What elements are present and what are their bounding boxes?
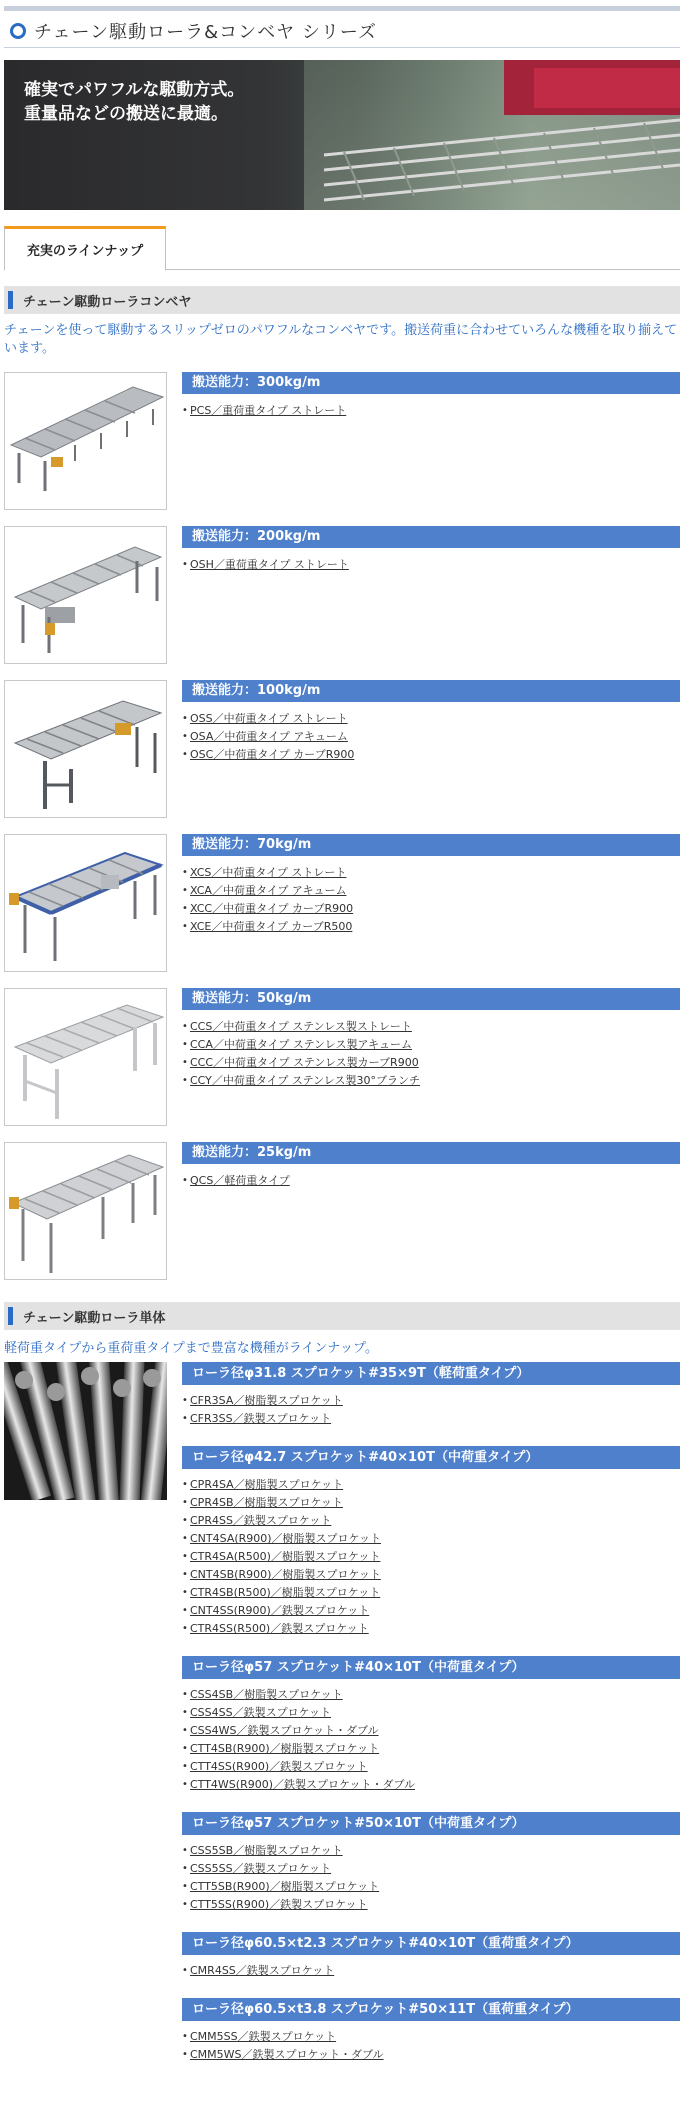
roller-intro: 軽荷重タイプから重荷重タイプまで豊富な機種がラインナップ。 [4, 1341, 379, 1356]
list-item [182, 1722, 680, 1740]
list-item [182, 1018, 680, 1036]
product-row [4, 834, 680, 974]
product-link-list [182, 1018, 680, 1090]
list-item [182, 728, 680, 746]
roller-link[interactable]: CFR3SA／樹脂製スプロケット [190, 1394, 343, 1407]
roller-spec-header: ローラ径φ60.5×t2.3 スプロケット#40×10T（重荷重タイプ） [182, 1932, 680, 1955]
roller-link[interactable]: CTT4WS(R900)／鉄製スプロケット・ダブル [190, 1778, 416, 1791]
list-item [182, 1758, 680, 1776]
product-link[interactable]: OSS／中荷重タイプ ストレート [190, 712, 348, 725]
roller-spec-header: ローラ径φ31.8 スプロケット#35×9T（軽荷重タイプ） [182, 1362, 680, 1385]
circle-bullet-icon [10, 23, 26, 39]
roller-link[interactable]: CMM5WS／鉄製スプロケット・ダブル [190, 2048, 384, 2061]
product-link[interactable]: XCE／中荷重タイプ カーブR500 [190, 920, 353, 933]
tab-bar [4, 226, 680, 270]
list-item [182, 1860, 680, 1878]
list-item [182, 1566, 680, 1584]
product-photo[interactable] [4, 988, 167, 1126]
list-item [182, 1548, 680, 1566]
roller-photo [4, 1362, 167, 1500]
list-item [182, 1962, 680, 1980]
roller-link[interactable]: CFR3SS／鉄製スプロケット [190, 1412, 332, 1425]
list-item [182, 1686, 680, 1704]
capacity-header: 搬送能力：200kg/m [182, 526, 680, 548]
product-row [4, 988, 680, 1128]
roller-link[interactable]: CMM5SS／鉄製スプロケット [190, 2030, 337, 2043]
product-link[interactable]: CCS／中荷重タイプ ステンレス製ストレート [190, 1020, 412, 1033]
page-title-text: チェーン駆動ローラ&コンベヤ シリーズ [34, 21, 377, 43]
roller-link[interactable]: CPR4SS／鉄製スプロケット [190, 1514, 332, 1527]
product-row [4, 1142, 680, 1282]
hero-banner [4, 60, 680, 210]
product-photo[interactable] [4, 834, 167, 972]
product-link[interactable]: OSA／中荷重タイプ アキューム [190, 730, 348, 743]
section-title: チェーン駆動ローラコンベヤ [23, 294, 192, 310]
product-link[interactable]: OSH／重荷重タイプ ストレート [190, 558, 349, 571]
capacity-header: 搬送能力：50kg/m [182, 988, 680, 1010]
list-item [182, 1392, 680, 1410]
list-item [182, 900, 680, 918]
product-link[interactable]: PCS／重荷重タイプ ストレート [190, 404, 347, 417]
product-link[interactable]: CCA／中荷重タイプ ステンレス製アキューム [190, 1038, 413, 1051]
list-item [182, 1584, 680, 1602]
product-link[interactable]: XCC／中荷重タイプ カーブR900 [190, 902, 354, 915]
roller-link[interactable]: CSS5SS／鉄製スプロケット [190, 1862, 332, 1875]
page-title [4, 14, 680, 48]
list-item [182, 1602, 680, 1620]
list-item [182, 918, 680, 936]
section-header-rollers [4, 1302, 680, 1330]
roller-link[interactable]: CPR4SA／樹脂製スプロケット [190, 1478, 344, 1491]
list-item [182, 1410, 680, 1428]
tab-lineup[interactable]: 充実のラインナップ [4, 226, 166, 271]
product-link[interactable]: QCS／軽荷重タイプ [190, 1174, 290, 1187]
product-photo[interactable] [4, 526, 167, 664]
hero-line-1: 確実でパワフルな駆動方式。 [24, 80, 245, 100]
product-link-list [182, 864, 680, 936]
roller-spec-header: ローラ径φ57 スプロケット#40×10T（中荷重タイプ） [182, 1656, 680, 1679]
list-item [182, 1512, 680, 1530]
product-row [4, 680, 680, 820]
list-item [182, 882, 680, 900]
roller-link[interactable]: CSS4SB／樹脂製スプロケット [190, 1688, 343, 1701]
list-item [182, 1036, 680, 1054]
roller-link[interactable]: CSS4WS／鉄製スプロケット・ダブル [190, 1724, 379, 1737]
list-item [182, 1620, 680, 1638]
list-item [182, 864, 680, 882]
roller-spec-list [182, 2028, 680, 2064]
product-photo[interactable] [4, 680, 167, 818]
roller-link[interactable]: CTR4SS(R500)／鉄製スプロケット [190, 1622, 369, 1635]
roller-link[interactable]: CNT4SS(R900)／鉄製スプロケット [190, 1604, 370, 1617]
product-row [4, 372, 680, 512]
capacity-header: 搬送能力：25kg/m [182, 1142, 680, 1164]
roller-link[interactable]: CTT4SB(R900)／樹脂製スプロケット [190, 1742, 380, 1755]
product-photo[interactable] [4, 1142, 167, 1280]
roller-link[interactable]: CNT4SA(R900)／樹脂製スプロケット [190, 1532, 382, 1545]
roller-link[interactable]: CTR4SA(R500)／樹脂製スプロケット [190, 1550, 381, 1563]
roller-link[interactable]: CSS5SB／樹脂製スプロケット [190, 1844, 343, 1857]
title-top-rule [4, 6, 680, 11]
roller-link[interactable]: CTT5SB(R900)／樹脂製スプロケット [190, 1880, 380, 1893]
roller-spec-list [182, 1476, 680, 1638]
list-item [182, 1054, 680, 1072]
roller-link[interactable]: CMR4SS／鉄製スプロケット [190, 1964, 335, 1977]
product-photo[interactable] [4, 372, 167, 510]
roller-spec-header: ローラ径φ57 スプロケット#50×10T（中荷重タイプ） [182, 1812, 680, 1835]
list-item [182, 1776, 680, 1794]
product-link[interactable]: XCA／中荷重タイプ アキューム [190, 884, 347, 897]
product-link[interactable]: OSC／中荷重タイプ カーブR900 [190, 748, 355, 761]
section-marker-icon [8, 291, 13, 309]
roller-spec-header: ローラ径φ60.5×t3.8 スプロケット#50×11T（重荷重タイプ） [182, 1998, 680, 2021]
list-item [182, 402, 680, 420]
list-item [182, 746, 680, 764]
roller-spec-list [182, 1962, 680, 1980]
roller-spec-header: ローラ径φ42.7 スプロケット#40×10T（中荷重タイプ） [182, 1446, 680, 1469]
roller-link[interactable]: CTT5SS(R900)／鉄製スプロケット [190, 1898, 368, 1911]
roller-spec-list [182, 1686, 680, 1794]
roller-spec-list [182, 1392, 680, 1428]
list-item [182, 1476, 680, 1494]
capacity-header: 搬送能力：300kg/m [182, 372, 680, 394]
hero-line-2: 重量品などの搬送に最適。 [24, 104, 228, 124]
list-item [182, 1842, 680, 1860]
product-row [4, 526, 680, 666]
section-header-conveyor [4, 286, 680, 314]
list-item [182, 1172, 680, 1190]
list-item [182, 710, 680, 728]
list-item [182, 1740, 680, 1758]
list-item [182, 2046, 680, 2064]
product-link-list [182, 1172, 680, 1190]
product-link-list [182, 402, 680, 420]
section-marker-icon [8, 1307, 13, 1325]
list-item [182, 1704, 680, 1722]
roller-link[interactable]: CPR4SB／樹脂製スプロケット [190, 1496, 343, 1509]
section-title: チェーン駆動ローラ単体 [23, 1310, 166, 1326]
hero-conveyor-photo [304, 60, 680, 210]
list-item [182, 1878, 680, 1896]
roller-spec-list [182, 1842, 680, 1914]
roller-link[interactable]: CNT4SB(R900)／樹脂製スプロケット [190, 1568, 381, 1581]
roller-link[interactable]: CTR4SB(R500)／樹脂製スプロケット [190, 1586, 381, 1599]
roller-link[interactable]: CSS4SS／鉄製スプロケット [190, 1706, 332, 1719]
product-link[interactable]: CCY／中荷重タイプ ステンレス製30°ブランチ [190, 1074, 420, 1087]
product-link-list [182, 710, 680, 764]
capacity-header: 搬送能力：100kg/m [182, 680, 680, 702]
product-link[interactable]: CCC／中荷重タイプ ステンレス製カーブR900 [190, 1056, 419, 1069]
capacity-header: 搬送能力：70kg/m [182, 834, 680, 856]
conveyor-intro: チェーンを使って駆動するスリップゼロのパワフルなコンベヤです。搬送荷重に合わせていろんな機種を取り揃えています。 [4, 323, 678, 356]
list-item [182, 556, 680, 574]
hero-copy [24, 78, 244, 126]
list-item [182, 1494, 680, 1512]
product-link-list [182, 556, 680, 574]
list-item [182, 1896, 680, 1914]
list-item [182, 1530, 680, 1548]
list-item [182, 1072, 680, 1090]
roller-link[interactable]: CTT4SS(R900)／鉄製スプロケット [190, 1760, 368, 1773]
product-link[interactable]: XCS／中荷重タイプ ストレート [190, 866, 347, 879]
list-item [182, 2028, 680, 2046]
